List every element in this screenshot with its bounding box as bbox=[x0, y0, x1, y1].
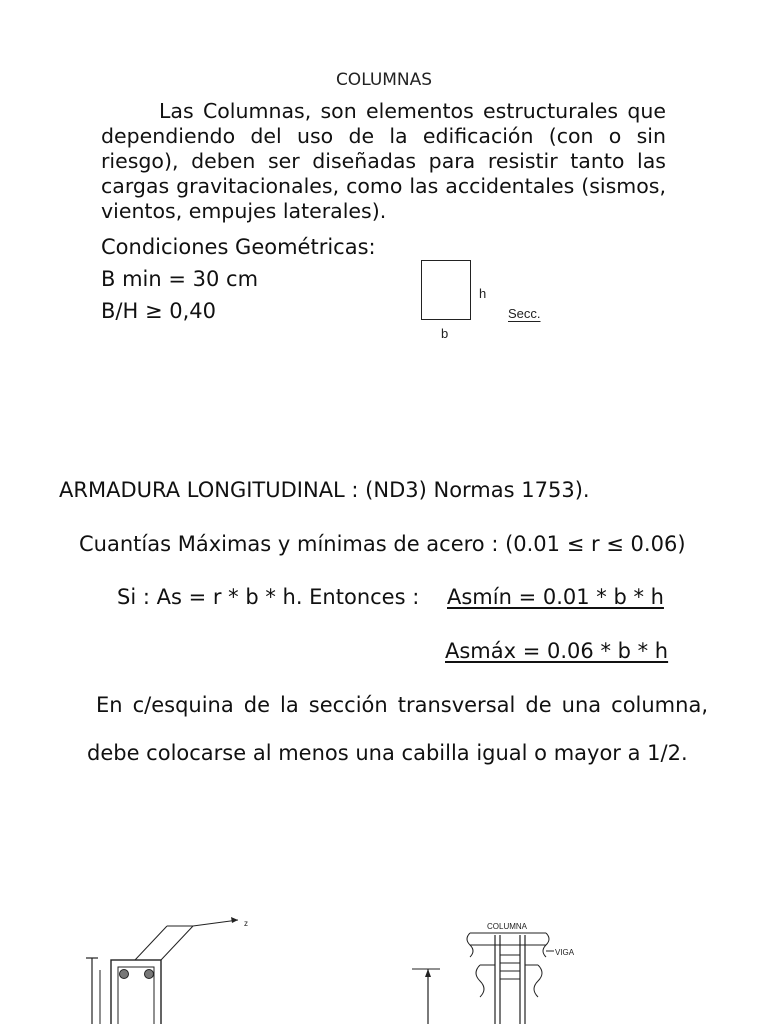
armadura-heading: ARMADURA LONGITUDINAL : (ND3) Normas 1753). bbox=[59, 478, 590, 502]
columna-label: COLUMNA bbox=[487, 922, 528, 931]
section-h-label: h bbox=[479, 286, 487, 301]
ratio-text: B/H ≥ 0,40 bbox=[101, 299, 216, 323]
intro-paragraph bbox=[101, 99, 666, 224]
asmax-formula: Asmáx = 0.06 * b * h bbox=[445, 639, 669, 663]
esquina-line-2: debe colocarse al menos una cabilla igual o mayor a 1/2. bbox=[87, 741, 688, 765]
intro-text: Las Columnas, son elementos estructurales que dependiendo del uso de la edificación (con o sin riesgo), deben ser diseñadas para resistir tanto las cargas gravitacionales, como las accidentales (sismos, vientos, empujes laterales). bbox=[101, 99, 666, 223]
geometry-heading: Condiciones Geométricas: bbox=[101, 235, 376, 259]
asmin-formula: Asmín = 0.01 * b * h bbox=[447, 585, 664, 609]
section-b-label: b bbox=[441, 326, 449, 341]
si-line-text: Si : As = r * b * h. Entonces : bbox=[117, 585, 420, 609]
page-title: COLUMNAS bbox=[335, 70, 433, 90]
column-reinforcement-sketch bbox=[80, 910, 280, 1024]
b-min-text: B min = 30 cm bbox=[101, 267, 259, 291]
axis-label: z bbox=[244, 919, 248, 928]
column-beam-joint-sketch bbox=[400, 915, 600, 1024]
esquina-line-1: En c/esquina de la sección transversal de una columna, bbox=[96, 693, 708, 717]
viga-label: VIGA bbox=[555, 948, 575, 957]
section-rectangle bbox=[421, 260, 471, 320]
section-caption: Secc. bbox=[508, 306, 541, 321]
cuantias-text: Cuantías Máximas y mínimas de acero : (0.01 ≤ r ≤ 0.06) bbox=[79, 532, 686, 556]
